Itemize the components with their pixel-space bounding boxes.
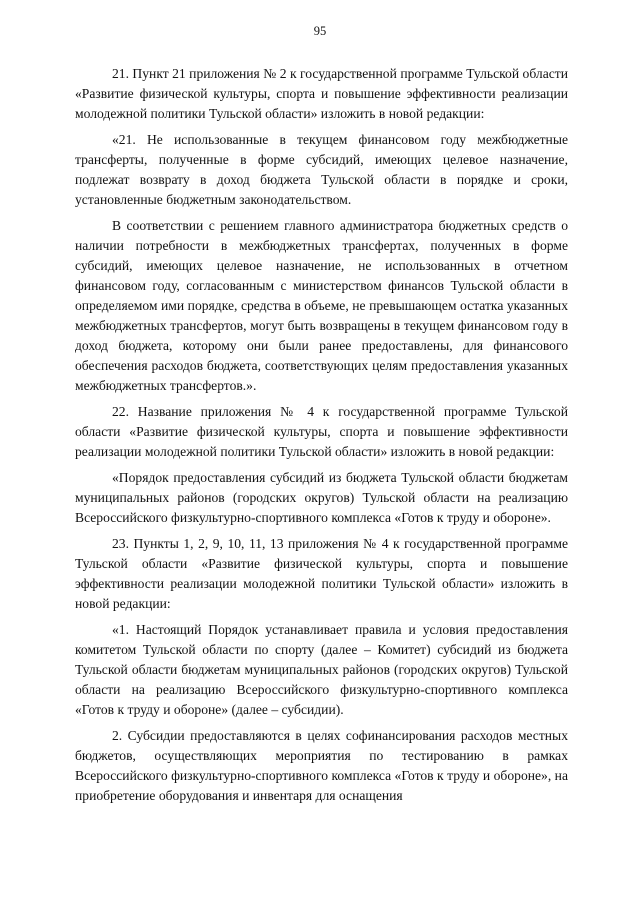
paragraph-clause-2: 2. Субсидии предоставляются в целях софинансирования расходов местных бюджетов, осуществляющих мероприятия по тестированию в рамках Всероссийского физкультурно-спортивного комплекса «Готов к труду и обороне», на приобретение оборудования и инвентаря для оснащения (75, 728, 568, 803)
document-body (75, 64, 568, 812)
paragraph-item-21-intro: 21. Пункт 21 приложения № 2 к государственной программе Тульской области «Развитие физической культуры, спорта и повышение эффективности реализации молодежной политики Тульской области» изложить в новой редакции: (75, 66, 568, 121)
paragraph-item-21-continued: В соответствии с решением главного администратора бюджетных средств о наличии потребности в межбюджетных трансфертах, полученных в форме субсидий, имеющих целевое назначение, не использованных в отчетном финансовом году, согласованным с министерством финансов Тульской области в определяемом ими порядке, средства в объеме, не превышающем остатка указанных межбюджетных трансфертов, могут быть возвращены в текущем финансовом году в доход бюджета, которому они были ранее предоставлены, для финансового обеспечения расходов бюджета, соответствующих целям предоставления указанных межбюджетных трансфертов.». (75, 218, 568, 393)
paragraph-item-22-intro: 22. Название приложения № 4 к государственной программе Тульской области «Развитие физической культуры, спорта и повышение эффективности реализации молодежной политики Тульской области» изложить в новой редакции: (75, 404, 568, 459)
paragraph-clause-1: «1. Настоящий Порядок устанавливает правила и условия предоставления комитетом Тульской области по спорту (далее – Комитет) субсидий из бюджета Тульской области бюджетам муниципальных районов (городских округов) Тульской области на реализацию Всероссийского физкультурно-спортивного комплекса «Готов к труду и обороне» (далее – субсидии). (75, 622, 568, 717)
page-number: 95 (313, 24, 327, 38)
paragraph-item-22-title: «Порядок предоставления субсидий из бюджета Тульской области бюджетам муниципальных районов (городских округов) Тульской области на реализацию Всероссийского физкультурно-спортивного комплекса «Готов к труду и обороне». (75, 470, 568, 525)
paragraph-item-23-intro: 23. Пункты 1, 2, 9, 10, 11, 13 приложения № 4 к государственной программе Тульской области «Развитие физической культуры, спорта и повышение эффективности реализации молодежной политики Тульской области» изложить в новой редакции: (75, 536, 568, 611)
paragraph-item-21-text: «21. Не использованные в текущем финансовом году межбюджетные трансферты, полученные в форме субсидий, имеющих целевое назначение, подлежат возврату в доход бюджета Тульской области в порядке и сроки, установленные бюджетным законодательством. (75, 132, 568, 207)
